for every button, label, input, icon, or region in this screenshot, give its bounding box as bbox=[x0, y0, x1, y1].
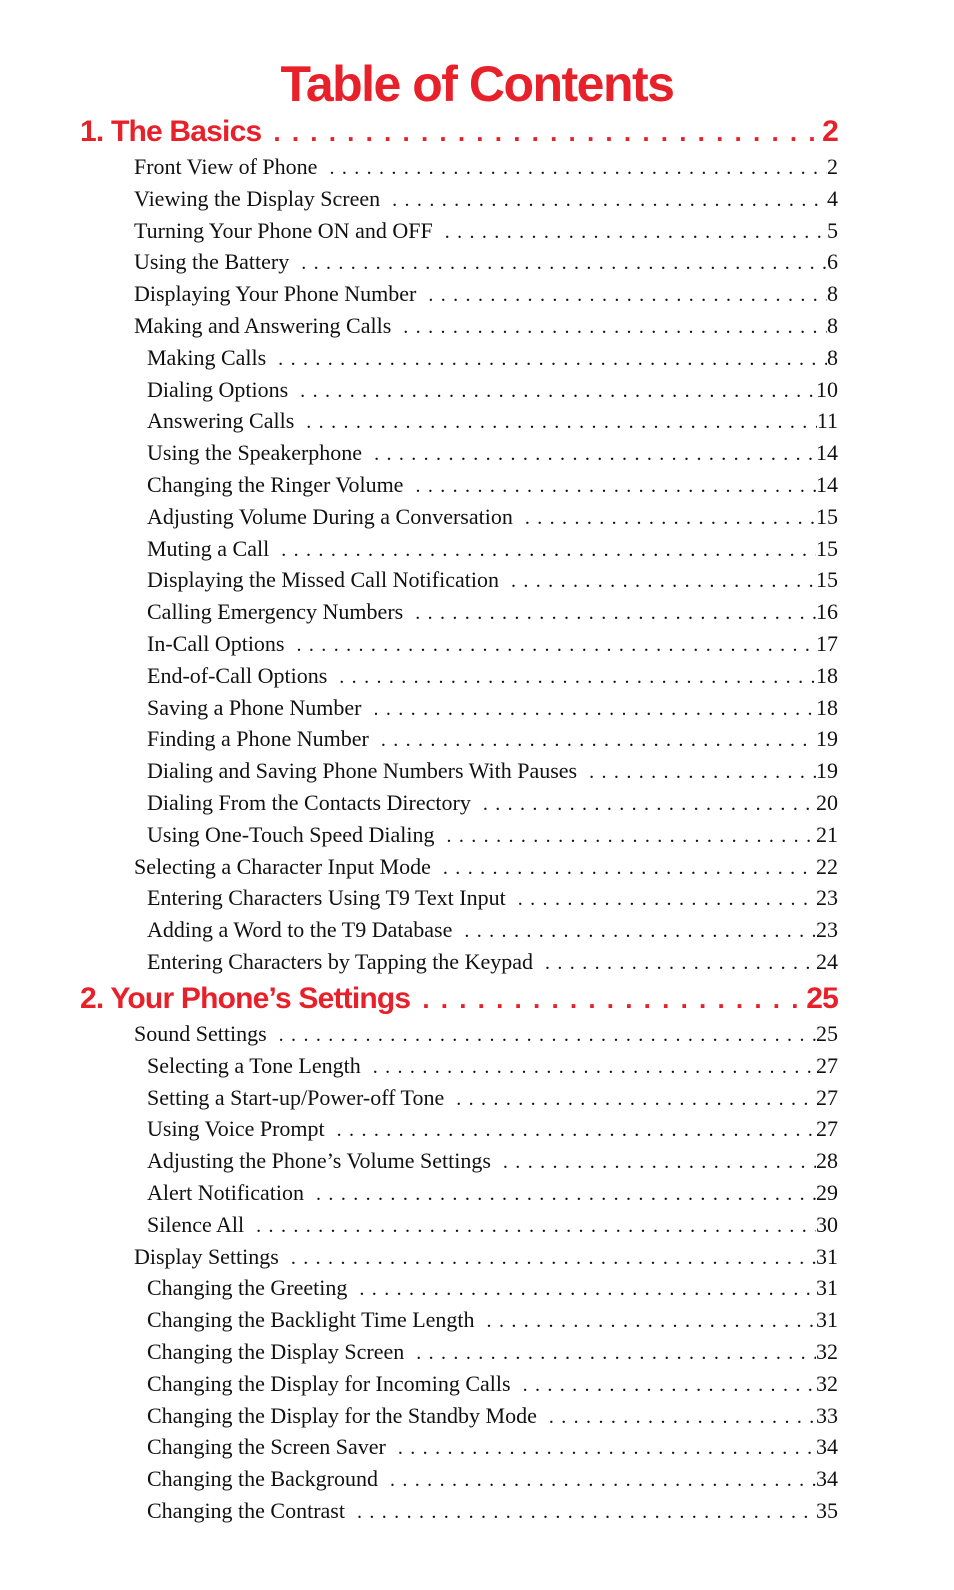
toc-entry[interactable] bbox=[147, 344, 838, 372]
chapter-label: 2. Your Phone’s Settings bbox=[80, 982, 411, 1015]
entry-label: Answering Calls bbox=[147, 408, 295, 434]
entry-page-number: 29 bbox=[816, 1180, 838, 1205]
dot-leader bbox=[281, 536, 816, 564]
dot-leader bbox=[373, 695, 816, 723]
dot-leader bbox=[545, 949, 816, 977]
entry-label: Muting a Call bbox=[147, 535, 270, 561]
dot-leader bbox=[445, 218, 827, 246]
entry-label: Selecting a Character Input Mode bbox=[134, 853, 431, 879]
entry-page-number: 15 bbox=[816, 535, 838, 561]
entry-label: Entering Characters Using T9 Text Input bbox=[147, 885, 506, 911]
entry-page-number: 23 bbox=[816, 917, 838, 943]
entry-label: Making and Answering Calls bbox=[134, 313, 392, 338]
dot-leader bbox=[416, 1339, 816, 1367]
dot-leader bbox=[381, 726, 816, 754]
toc-entry[interactable] bbox=[147, 1052, 838, 1080]
entry-label: Changing the Display for the Standby Mode bbox=[147, 1402, 537, 1428]
entry-label: Setting a Start-up/Power-off Tone bbox=[147, 1084, 445, 1110]
entry-label: Changing the Greeting bbox=[147, 1275, 348, 1301]
entry-label: Adjusting the Phone’s Volume Settings bbox=[147, 1148, 491, 1174]
dot-leader bbox=[359, 1275, 816, 1303]
entry-page-number: 2 bbox=[827, 154, 838, 179]
dot-leader bbox=[306, 408, 817, 436]
entry-label: Changing the Screen Saver bbox=[147, 1434, 386, 1460]
entry-page-number: 27 bbox=[816, 1084, 838, 1110]
entry-page-number: 15 bbox=[816, 567, 838, 593]
dot-leader bbox=[316, 1180, 816, 1208]
dot-leader bbox=[422, 980, 806, 1018]
toc-entry[interactable] bbox=[147, 789, 838, 817]
entry-page-number: 19 bbox=[816, 758, 838, 784]
dot-leader bbox=[523, 1371, 816, 1399]
entry-label: Using the Speakerphone bbox=[147, 440, 363, 466]
toc-entry[interactable] bbox=[147, 1402, 838, 1430]
toc-entry[interactable] bbox=[147, 439, 838, 467]
toc-entry[interactable] bbox=[147, 407, 838, 435]
entry-label: Silence All bbox=[147, 1211, 245, 1237]
entry-page-number: 28 bbox=[816, 1148, 838, 1174]
toc-chapter[interactable] bbox=[80, 113, 838, 151]
entry-label: Making Calls bbox=[147, 344, 267, 370]
dot-leader bbox=[392, 186, 827, 214]
dot-leader bbox=[301, 249, 827, 277]
toc-entry[interactable] bbox=[134, 1020, 838, 1048]
toc-entry[interactable] bbox=[134, 153, 838, 181]
toc-entry[interactable] bbox=[147, 630, 838, 658]
entry-label: Changing the Ringer Volume bbox=[147, 472, 404, 497]
dot-leader bbox=[357, 1498, 816, 1526]
dot-leader bbox=[300, 377, 816, 405]
toc-entry[interactable] bbox=[147, 725, 838, 753]
toc-entry[interactable] bbox=[147, 535, 838, 563]
dot-leader bbox=[487, 1307, 816, 1335]
entry-page-number: 8 bbox=[827, 344, 838, 370]
entry-page-number: 31 bbox=[816, 1243, 838, 1269]
entry-label: Dialing From the Contacts Directory bbox=[147, 790, 471, 815]
dot-leader bbox=[337, 1116, 816, 1144]
entry-label: Turning Your Phone ON and OFF bbox=[134, 217, 433, 243]
dot-leader bbox=[446, 822, 816, 850]
entry-label: Adding a Word to the T9 Database bbox=[147, 917, 453, 943]
toc-entry[interactable] bbox=[147, 694, 838, 722]
entry-page-number: 27 bbox=[816, 1052, 838, 1078]
dot-leader bbox=[525, 504, 816, 532]
entry-page-number: 14 bbox=[816, 440, 838, 466]
toc-entry[interactable] bbox=[147, 1179, 838, 1207]
toc-entry[interactable] bbox=[147, 376, 838, 404]
entry-page-number: 8 bbox=[827, 281, 838, 307]
dot-leader bbox=[374, 440, 816, 468]
entry-page-number: 14 bbox=[816, 472, 838, 497]
entry-page-number: 4 bbox=[827, 185, 838, 211]
page-title: Table of Contents bbox=[280, 56, 674, 112]
entry-label: Saving a Phone Number bbox=[147, 694, 362, 720]
toc-entry[interactable] bbox=[147, 1433, 838, 1461]
entry-page-number: 23 bbox=[816, 885, 838, 911]
dot-leader bbox=[456, 1085, 816, 1113]
toc-chapter[interactable] bbox=[80, 980, 838, 1018]
entry-label: Using the Battery bbox=[134, 249, 290, 275]
toc-entry[interactable] bbox=[147, 598, 838, 626]
entry-label: In-Call Options bbox=[147, 631, 285, 656]
entry-page-number: 25 bbox=[816, 1021, 838, 1046]
toc-entry[interactable] bbox=[147, 1147, 838, 1175]
entry-page-number: 5 bbox=[827, 217, 838, 243]
entry-page-number: 34 bbox=[816, 1434, 838, 1460]
entry-label: Dialing and Saving Phone Numbers With Pauses bbox=[147, 758, 578, 784]
entry-page-number: 35 bbox=[816, 1498, 838, 1523]
toc-entry[interactable] bbox=[147, 471, 838, 499]
toc-entry[interactable] bbox=[147, 1211, 838, 1239]
dot-leader bbox=[256, 1212, 816, 1240]
chapter-page-number: 25 bbox=[806, 982, 838, 1015]
entry-page-number: 31 bbox=[816, 1307, 838, 1333]
entry-page-number: 16 bbox=[816, 599, 838, 625]
entry-page-number: 19 bbox=[816, 726, 838, 752]
entry-page-number: 34 bbox=[816, 1466, 838, 1492]
entry-label: Using One-Touch Speed Dialing bbox=[147, 821, 435, 847]
dot-leader bbox=[291, 1244, 816, 1272]
entry-label: Alert Notification bbox=[147, 1180, 305, 1205]
toc-entry[interactable] bbox=[147, 757, 838, 785]
toc-entry[interactable] bbox=[147, 948, 838, 976]
toc-entry[interactable] bbox=[134, 280, 838, 308]
entry-page-number: 10 bbox=[816, 376, 838, 402]
dot-leader bbox=[339, 663, 816, 691]
entry-label: Calling Emergency Numbers bbox=[147, 599, 404, 625]
toc-entry[interactable] bbox=[147, 1370, 838, 1398]
toc-entry[interactable] bbox=[134, 185, 838, 213]
entry-label: Changing the Display Screen bbox=[147, 1339, 405, 1364]
entry-page-number: 18 bbox=[816, 662, 838, 688]
entry-label: Entering Characters by Tapping the Keypad bbox=[147, 949, 533, 974]
dot-leader bbox=[329, 154, 827, 182]
dot-leader bbox=[549, 1403, 816, 1431]
toc-entry[interactable] bbox=[147, 1497, 838, 1525]
dot-leader bbox=[518, 885, 816, 913]
toc-entry[interactable] bbox=[147, 1306, 838, 1334]
entry-label: Displaying the Missed Call Notification bbox=[147, 567, 499, 593]
toc-entry[interactable] bbox=[147, 503, 838, 531]
entry-label: End-of-Call Options bbox=[147, 662, 328, 688]
entry-page-number: 33 bbox=[816, 1402, 838, 1428]
entry-page-number: 30 bbox=[816, 1211, 838, 1237]
dot-leader bbox=[483, 790, 816, 818]
entry-page-number: 32 bbox=[816, 1370, 838, 1396]
toc-entry[interactable] bbox=[134, 248, 838, 276]
entry-page-number: 22 bbox=[816, 853, 838, 879]
toc-entry[interactable] bbox=[147, 1084, 838, 1112]
entry-page-number: 20 bbox=[816, 790, 838, 815]
dot-leader bbox=[511, 567, 816, 595]
entry-label: Front View of Phone bbox=[134, 154, 318, 179]
entry-label: Dialing Options bbox=[147, 376, 289, 402]
entry-label: Display Settings bbox=[134, 1243, 279, 1269]
dot-leader bbox=[273, 113, 822, 151]
toc-entry[interactable] bbox=[147, 662, 838, 690]
dot-leader bbox=[415, 599, 816, 627]
dot-leader bbox=[589, 758, 816, 786]
dot-leader bbox=[415, 472, 816, 500]
toc-entry[interactable] bbox=[147, 884, 838, 912]
dot-leader bbox=[297, 631, 817, 659]
entry-page-number: 27 bbox=[816, 1116, 838, 1142]
toc-entry[interactable] bbox=[147, 916, 838, 944]
dot-leader bbox=[443, 854, 816, 882]
entry-label: Using Voice Prompt bbox=[147, 1116, 325, 1142]
dot-leader bbox=[278, 345, 827, 373]
toc-entry[interactable] bbox=[134, 217, 838, 245]
entry-page-number: 32 bbox=[816, 1339, 838, 1364]
entry-page-number: 15 bbox=[816, 503, 838, 529]
dot-leader bbox=[390, 1466, 816, 1494]
entry-label: Changing the Contrast bbox=[147, 1498, 345, 1523]
toc-entry[interactable] bbox=[147, 566, 838, 594]
toc-entry[interactable] bbox=[134, 312, 838, 340]
entry-label: Adjusting Volume During a Conversation bbox=[147, 503, 513, 529]
entry-label: Selecting a Tone Length bbox=[147, 1052, 361, 1078]
entry-page-number: 17 bbox=[816, 631, 838, 656]
entry-label: Sound Settings bbox=[134, 1021, 267, 1046]
entry-label: Viewing the Display Screen bbox=[134, 185, 381, 211]
entry-page-number: 21 bbox=[816, 821, 838, 847]
chapter-label: 1. The Basics bbox=[80, 115, 262, 148]
entry-page-number: 31 bbox=[816, 1275, 838, 1301]
dot-leader bbox=[373, 1053, 816, 1081]
entry-label: Displaying Your Phone Number bbox=[134, 281, 417, 307]
toc-entry[interactable] bbox=[147, 821, 838, 849]
toc-entry[interactable] bbox=[147, 1274, 838, 1302]
dot-leader bbox=[464, 917, 816, 945]
toc-entry[interactable] bbox=[134, 1243, 838, 1271]
entry-page-number: 6 bbox=[827, 249, 838, 275]
entry-label: Changing the Background bbox=[147, 1466, 378, 1492]
dot-leader bbox=[403, 313, 827, 341]
chapter-page-number: 2 bbox=[822, 115, 838, 148]
entry-page-number: 24 bbox=[816, 949, 838, 974]
entry-label: Finding a Phone Number bbox=[147, 726, 369, 752]
dot-leader bbox=[398, 1434, 816, 1462]
dot-leader bbox=[279, 1021, 816, 1049]
entry-page-number: 8 bbox=[827, 313, 838, 338]
entry-page-number: 18 bbox=[816, 694, 838, 720]
dot-leader bbox=[503, 1148, 816, 1176]
toc-entry[interactable] bbox=[147, 1115, 838, 1143]
entry-label: Changing the Backlight Time Length bbox=[147, 1307, 475, 1333]
dot-leader bbox=[428, 281, 827, 309]
entry-page-number: 11 bbox=[816, 408, 838, 434]
toc-entry[interactable] bbox=[147, 1465, 838, 1493]
entry-label: Changing the Display for Incoming Calls bbox=[147, 1370, 511, 1396]
toc-entry[interactable] bbox=[147, 1338, 838, 1366]
toc-entry[interactable] bbox=[134, 853, 838, 881]
